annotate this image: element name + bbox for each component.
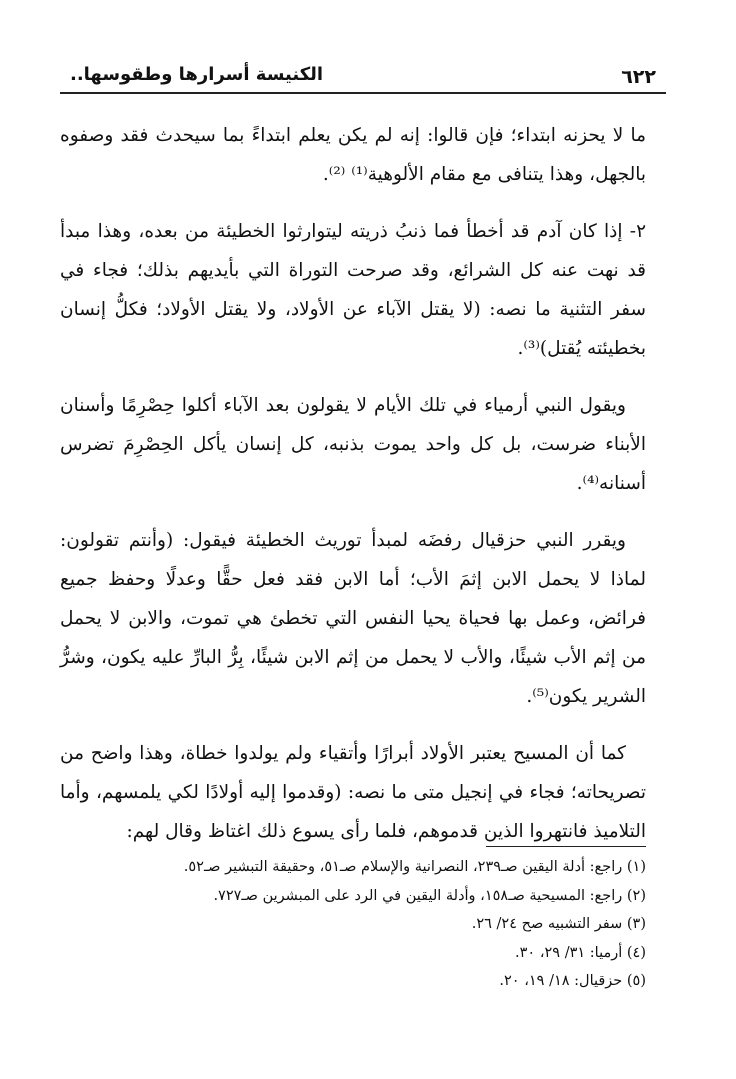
footnote-2: (٢) راجع: المسيحية صـ١٥٨، وأدلة اليقين في الرد على المبشرين صـ٧٢٧. <box>213 887 646 904</box>
paragraph-1: ما لا يحزنه ابتداء؛ فإن قالوا: إنه لم يكن يعلم ابتداءً بما سيحدث فقد وصفوه بالجهل، وهذا يتنافى مع مقام الألوهية⁽¹⁾ ⁽²⁾. <box>60 125 646 185</box>
main-text <box>60 116 646 869</box>
paragraph-5: كما أن المسيح يعتبر الأولاد أبرارًا وأتقياء ولم يولدوا خطاة، وهذا واضح من تصريحاته؛ فجاء في إنجيل متى ما نصه: (وقدموا إليه أولادًا لكي يلمسهم، وأما التلاميذ فانتهروا الذين قدموهم، فلما رأى يسوع ذلك اغتاظ وقال لهم: <box>60 743 646 842</box>
footnotes <box>60 853 646 996</box>
page-number: ٦٢٢ <box>621 66 656 88</box>
paragraph-2: ٢- إذا كان آدم قد أخطأ فما ذنبُ ذريته ليتوارثوا الخطيئة من بعده، وهذا مبدأ قد نهت عنه كل الشرائع، وقد صرحت التوراة التي بأيديهم بذلك؛ فجاء في سفر التثنية ما نصه: (لا يقتل الآباء عن الأولاد، ولا يقتل الأولاد؛ فكلُّ إنسان بخطيئته يُقتل)⁽³⁾. <box>60 221 646 359</box>
header-divider <box>60 92 666 94</box>
footnote-4: (٤) أرميا: ٣١/ ٢٩، ٣٠. <box>515 944 646 961</box>
running-title: الكنيسة أسرارها وطقوسها.. <box>70 64 324 85</box>
footnote-5: (٥) حزقيال: ١٨/ ١٩، ٢٠. <box>499 973 646 989</box>
paragraph-4: ويقرر النبي حزقيال رفضَه لمبدأ توريث الخطيئة فيقول: (وأنتم تقولون: لماذا لا يحمل الابن إثمَ الأب؛ أما الابن فقد فعل حقًّا وعدلًا وحفظ جميع فرائض، وعمل بها فحياة يحيا النفس التي تخطئ هي تموت، والابن لا يحمل من إثم الأب شيئًا، والأب لا يحمل من إثم الابن شيئًا، بِرُّ البارِّ عليه يكون، وشرُّ الشرير يكون⁽⁵⁾. <box>60 530 646 707</box>
footnote-3: (٣) سفر التشبيه صح ٢٤/ ٢٦. <box>471 916 646 932</box>
footnote-divider <box>486 846 646 847</box>
paragraph-3: ويقول النبي أرمياء في تلك الأيام لا يقولون بعد الآباء أكلوا حِصْرِمًا وأسنان الأبناء ضرست، بل كل واحد يموت بذنبه، كل إنسان يأكل الحِصْرِمَ تضرس أسنانه⁽⁴⁾. <box>60 395 646 494</box>
page-header <box>70 58 656 96</box>
footnote-1: (١) راجع: أدلة اليقين صـ٢٣٩، النصرانية والإسلام صـ٥١، وحقيقة التبشير صـ٥٢. <box>183 859 646 875</box>
